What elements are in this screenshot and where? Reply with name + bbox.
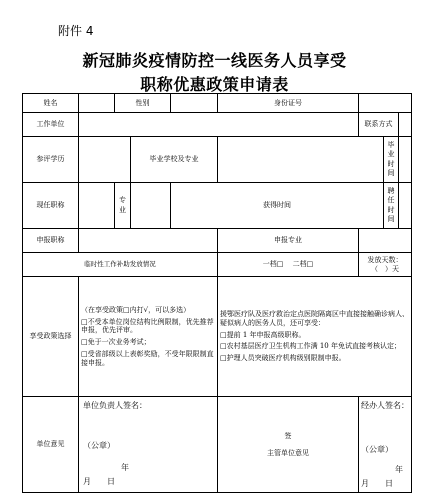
school-major-input[interactable]	[218, 137, 384, 183]
work-unit-label: 工作单位	[23, 113, 79, 137]
attachment-label: 附件 4	[58, 24, 94, 38]
authority-opinion-label: 主管单位意见	[267, 448, 309, 457]
current-title-label: 现任职称	[23, 183, 79, 229]
leader-sign-label: 单位负责人签名：	[83, 400, 147, 410]
evaluate-education-input[interactable]	[79, 137, 131, 183]
application-form-table	[22, 93, 412, 493]
work-unit-input[interactable]	[79, 113, 359, 137]
handler-sign-label: 经办人签名：	[361, 400, 409, 410]
gender-label: 性别	[115, 94, 171, 113]
policy-label: 享受政策选择	[23, 277, 79, 397]
current-title-input[interactable]	[79, 183, 115, 229]
handler-date-label: 月 日	[361, 478, 393, 488]
unit-stamp-label: （公章）	[83, 440, 115, 450]
authority-opinion-area[interactable]	[218, 397, 359, 493]
unit-opinion-label: 单位意见	[23, 397, 79, 493]
tier2-checkbox[interactable]: 二档□	[292, 260, 314, 269]
days-label: 发放天数：	[367, 255, 403, 264]
policy-option-rural[interactable]: □农村基层医疗卫生机构工作满 10 年免试直接考核认定；	[220, 342, 401, 351]
policy-left-intro: （在享受政策□内打√，可以多选）	[81, 305, 191, 314]
appointment-time-input[interactable]	[399, 183, 412, 229]
form-title-line1: 新冠肺炎疫情防控一线医务人员享受	[82, 51, 347, 70]
id-number-label: 身份证号	[218, 94, 359, 113]
policy-option-award[interactable]: □受省部级以上表彰奖励，不受年限限制直接申报。	[81, 349, 214, 367]
policy-options-right	[218, 277, 412, 397]
apply-major-label: 申报专业	[218, 229, 359, 253]
policy-option-exam-exempt[interactable]: □免于一次业务考试；	[81, 338, 151, 346]
appointment-time-label: 聘任时间	[384, 183, 399, 229]
handler-year-label: 年	[395, 464, 403, 474]
policy-option-nursing[interactable]: □护理人员突破医疗机构级别限制申报。	[220, 354, 346, 363]
name-label: 姓名	[23, 94, 79, 113]
contact-input[interactable]	[399, 113, 412, 137]
apply-major-input[interactable]	[359, 229, 412, 253]
evaluate-education-label: 参评学历	[23, 137, 79, 183]
graduation-time-label: 毕业时间	[384, 137, 399, 183]
apply-title-label: 申报职称	[23, 229, 79, 253]
policy-option-early-senior[interactable]: □提前 1 年申报高级职称。	[220, 330, 306, 339]
name-input[interactable]	[79, 94, 115, 113]
unit-opinion-area[interactable]	[79, 397, 218, 493]
unit-date-label: 月 日	[83, 476, 115, 486]
subsidy-label: 临时性工作补助发放情况	[23, 253, 218, 277]
obtain-time-label: 获得时间	[171, 183, 384, 229]
unit-year-label: 年	[121, 462, 129, 472]
days-unit: （ ）天	[371, 264, 400, 273]
handler-stamp-label: （公章）	[361, 444, 393, 454]
authority-stamp-char: 签	[284, 431, 292, 440]
apply-title-input[interactable]	[79, 229, 218, 253]
policy-option-priority[interactable]: □不受本单位岗位结构比例限制，优先推荐申报，优先评审。	[81, 317, 214, 335]
policy-right-intro: 援鄂医疗队及医疗救治定点医院隔离区中直接接触确诊病人、疑似病人的医务人员，还可享受：	[220, 310, 409, 327]
form-title-line2: 职称优惠政策申请表	[140, 75, 289, 94]
subsidy-tiers[interactable]	[218, 253, 359, 277]
days-field[interactable]	[359, 253, 412, 277]
policy-options-left	[79, 277, 218, 397]
major-label: 专业	[115, 183, 131, 229]
gender-input[interactable]	[171, 94, 218, 113]
major-input[interactable]	[131, 183, 171, 229]
graduation-time-input[interactable]	[399, 137, 412, 183]
contact-label: 联系方式	[359, 113, 399, 137]
school-major-label: 毕业学校及专业	[131, 137, 218, 183]
tier1-checkbox[interactable]: 一档□	[262, 260, 284, 269]
handler-area[interactable]	[359, 397, 412, 493]
id-number-input[interactable]	[359, 94, 412, 113]
